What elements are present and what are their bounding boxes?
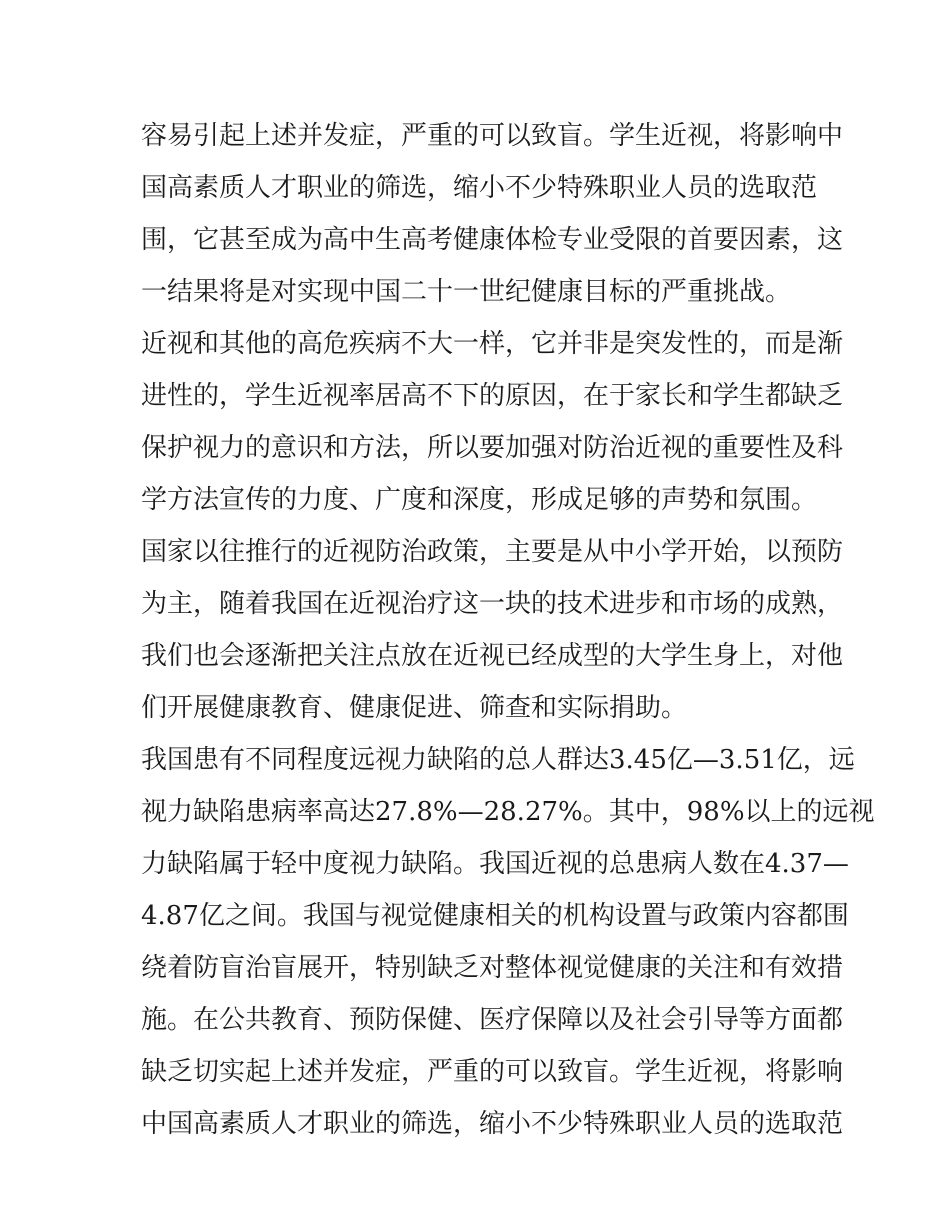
text-line: 国家以往推行的近视防治政策，主要是从中小学开始，以预防 <box>141 537 844 567</box>
text-line: 近视和其他的高危疾病不大一样，它并非是突发性的，而是渐 <box>141 329 844 359</box>
text-line: 容易引起上述并发症，严重的可以致盲。学生近视，将影响中 <box>141 121 844 151</box>
text-line: 施。在公共教育、预防保健、医疗保障以及社会引导等方面都 <box>141 1005 844 1035</box>
text-line: 国高素质人才职业的筛选，缩小不少特殊职业人员的选取范 <box>141 173 818 203</box>
text-line: 保护视力的意识和方法，所以要加强对防治近视的重要性及科 <box>141 433 844 463</box>
text-line: 缺乏切实起上述并发症，严重的可以致盲。学生近视，将影响 <box>141 1057 844 1087</box>
body-text <box>141 110 875 1150</box>
text-line: 围，它甚至成为高中生高考健康体检专业受限的首要因素，这 <box>141 225 844 255</box>
text-line: 我们也会逐渐把关注点放在近视已经成型的大学生身上，对他 <box>141 641 844 671</box>
text-line: 为主，随着我国在近视治疗这一块的技术进步和市场的成熟， <box>141 589 844 619</box>
text-line: 们开展健康教育、健康促进、筛查和实际捐助。 <box>141 693 688 723</box>
text-line: 力缺陷属于轻中度视力缺陷。我国近视的总患病人数在4.37— <box>141 849 849 879</box>
text-line: 视力缺陷患病率高达27.8%—28.27%。其中，98%以上的远视 <box>141 797 875 827</box>
text-line: 绕着防盲治盲展开，特别缺乏对整体视觉健康的关注和有效措 <box>141 953 844 983</box>
text-line: 我国患有不同程度远视力缺陷的总人群达3.45亿—3.51亿，远 <box>141 745 855 775</box>
text-line: 一结果将是对实现中国二十一世纪健康目标的严重挑战。 <box>141 277 792 307</box>
text-line: 中国高素质人才职业的筛选，缩小不少特殊职业人员的选取范 <box>141 1109 844 1139</box>
text-line: 进性的，学生近视率居高不下的原因，在于家长和学生都缺乏 <box>141 381 844 411</box>
text-line: 学方法宣传的力度、广度和深度，形成足够的声势和氛围。 <box>141 485 818 515</box>
text-line: 4.87亿之间。我国与视觉健康相关的机构设置与政策内容都围 <box>141 901 849 931</box>
